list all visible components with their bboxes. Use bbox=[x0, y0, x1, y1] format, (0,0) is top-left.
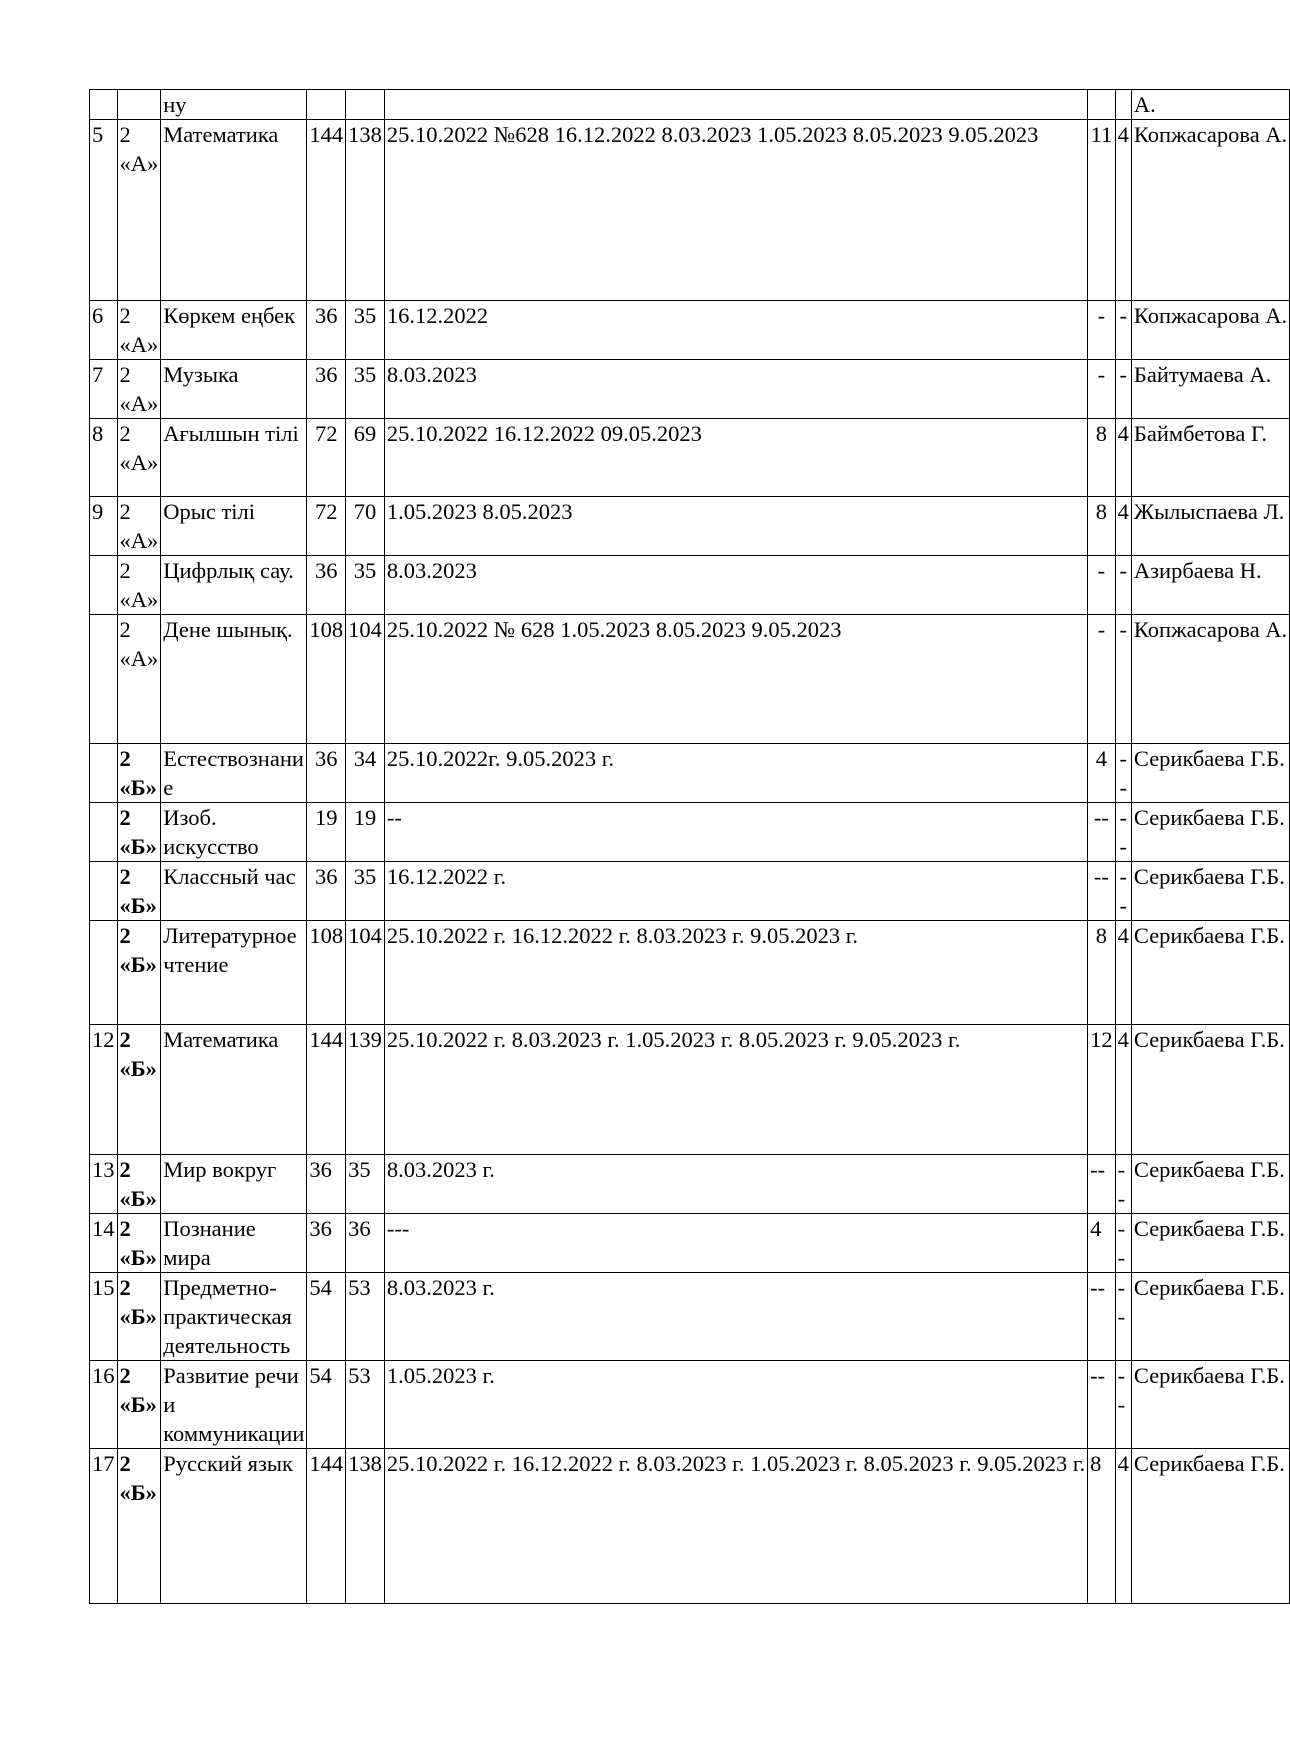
subject-cell: Музыка bbox=[161, 360, 307, 419]
actual-hours-cell: 53 bbox=[346, 1273, 385, 1361]
subject-cell: Литературное чтение bbox=[161, 921, 307, 1025]
table-row bbox=[90, 90, 1290, 120]
count-a-cell: -- bbox=[1088, 862, 1116, 921]
table-row bbox=[90, 1273, 1290, 1361]
row-number-cell bbox=[90, 921, 118, 1025]
row-number-cell bbox=[90, 744, 118, 803]
teacher-cell: Серикбаева Г.Б. bbox=[1131, 744, 1289, 803]
actual-hours-cell: 35 bbox=[346, 556, 385, 615]
count-a-cell: -- bbox=[1088, 803, 1116, 862]
table-row bbox=[90, 803, 1290, 862]
class-cell bbox=[117, 90, 161, 120]
class-cell: 2 «Б» bbox=[117, 803, 161, 862]
count-a-cell: 11 bbox=[1088, 120, 1116, 301]
class-cell: 2 «Б» bbox=[117, 1025, 161, 1155]
class-cell: 2 «Б» bbox=[117, 1214, 161, 1273]
dates-cell: 16.12.2022 г. bbox=[384, 862, 1087, 921]
actual-hours-cell: 35 bbox=[346, 301, 385, 360]
dates-cell: 25.10.2022 г. 16.12.2022 г. 8.03.2023 г. 9.05.2023 г. bbox=[384, 921, 1087, 1025]
planned-hours-cell: 36 bbox=[307, 556, 346, 615]
table-row bbox=[90, 744, 1290, 803]
planned-hours-cell: 144 bbox=[307, 1025, 346, 1155]
dates-cell: -- bbox=[384, 803, 1087, 862]
subject-cell: Дене шынық. bbox=[161, 615, 307, 744]
actual-hours-cell: 104 bbox=[346, 615, 385, 744]
table-row bbox=[90, 419, 1290, 497]
planned-hours-cell: 36 bbox=[307, 301, 346, 360]
class-cell: 2 «Б» bbox=[117, 1273, 161, 1361]
teacher-cell: Баймбетова Г. bbox=[1131, 419, 1289, 497]
dates-cell: 16.12.2022 bbox=[384, 301, 1087, 360]
count-a-cell: -- bbox=[1088, 1273, 1116, 1361]
count-b-cell: 4 bbox=[1115, 921, 1131, 1025]
subject-cell: Көркем еңбек bbox=[161, 301, 307, 360]
count-b-cell bbox=[1115, 90, 1131, 120]
count-a-cell: 4 bbox=[1088, 1214, 1116, 1273]
class-cell: 2 «Б» bbox=[117, 1155, 161, 1214]
dates-cell: 1.05.2023 8.05.2023 bbox=[384, 497, 1087, 556]
class-cell: 2 «А» bbox=[117, 497, 161, 556]
count-b-cell: 4 bbox=[1115, 497, 1131, 556]
subject-cell: Математика bbox=[161, 1025, 307, 1155]
dates-cell: 8.03.2023 г. bbox=[384, 1155, 1087, 1214]
actual-hours-cell: 139 bbox=[346, 1025, 385, 1155]
row-number-cell bbox=[90, 90, 118, 120]
dates-cell: 25.10.2022 г. 8.03.2023 г. 1.05.2023 г. 8.05.2023 г. 9.05.2023 г. bbox=[384, 1025, 1087, 1155]
row-number-cell bbox=[90, 615, 118, 744]
count-a-cell bbox=[1088, 90, 1116, 120]
teacher-cell: Серикбаева Г.Б. bbox=[1131, 1449, 1289, 1604]
table-row bbox=[90, 1361, 1290, 1449]
count-b-cell: -- bbox=[1115, 803, 1131, 862]
table-row bbox=[90, 862, 1290, 921]
planned-hours-cell: 72 bbox=[307, 497, 346, 556]
planned-hours-cell: 54 bbox=[307, 1361, 346, 1449]
count-a-cell: -- bbox=[1088, 1155, 1116, 1214]
planned-hours-cell: 36 bbox=[307, 744, 346, 803]
table-row bbox=[90, 1449, 1290, 1604]
row-number-cell: 9 bbox=[90, 497, 118, 556]
teacher-cell: Серикбаева Г.Б. bbox=[1131, 921, 1289, 1025]
teacher-cell: Серикбаева Г.Б. bbox=[1131, 803, 1289, 862]
count-a-cell: - bbox=[1088, 360, 1116, 419]
teacher-cell: Байтумаева А. bbox=[1131, 360, 1289, 419]
table-row bbox=[90, 1214, 1290, 1273]
class-cell: 2 «А» bbox=[117, 556, 161, 615]
row-number-cell bbox=[90, 803, 118, 862]
dates-cell: 25.10.2022 № 628 1.05.2023 8.05.2023 9.05.2023 bbox=[384, 615, 1087, 744]
planned-hours-cell: 108 bbox=[307, 615, 346, 744]
planned-hours-cell bbox=[307, 90, 346, 120]
teacher-cell: Серикбаева Г.Б. bbox=[1131, 1155, 1289, 1214]
actual-hours-cell bbox=[346, 90, 385, 120]
planned-hours-cell: 19 bbox=[307, 803, 346, 862]
class-cell: 2 «Б» bbox=[117, 744, 161, 803]
subject-cell: Ағылшын тілі bbox=[161, 419, 307, 497]
row-number-cell: 12 bbox=[90, 1025, 118, 1155]
teacher-cell: Серикбаева Г.Б. bbox=[1131, 1214, 1289, 1273]
dates-cell: --- bbox=[384, 1214, 1087, 1273]
dates-cell: 25.10.2022 16.12.2022 09.05.2023 bbox=[384, 419, 1087, 497]
row-number-cell: 8 bbox=[90, 419, 118, 497]
class-cell: 2 «А» bbox=[117, 360, 161, 419]
class-cell: 2 «Б» bbox=[117, 921, 161, 1025]
count-a-cell: 12 bbox=[1088, 1025, 1116, 1155]
row-number-cell: 17 bbox=[90, 1449, 118, 1604]
actual-hours-cell: 104 bbox=[346, 921, 385, 1025]
subject-cell: Классный час bbox=[161, 862, 307, 921]
planned-hours-cell: 72 bbox=[307, 419, 346, 497]
count-a-cell: -- bbox=[1088, 1361, 1116, 1449]
count-b-cell: -- bbox=[1115, 1155, 1131, 1214]
count-a-cell: - bbox=[1088, 556, 1116, 615]
teacher-cell: Копжасарова А. bbox=[1131, 301, 1289, 360]
class-cell: 2 «А» bbox=[117, 301, 161, 360]
teacher-cell: Копжасарова А. bbox=[1131, 120, 1289, 301]
subject-cell: Цифрлық сау. bbox=[161, 556, 307, 615]
count-b-cell: 4 bbox=[1115, 120, 1131, 301]
class-cell: 2 «А» bbox=[117, 419, 161, 497]
table-row bbox=[90, 301, 1290, 360]
count-a-cell: 8 bbox=[1088, 921, 1116, 1025]
actual-hours-cell: 138 bbox=[346, 1449, 385, 1604]
dates-cell: 8.03.2023 bbox=[384, 556, 1087, 615]
subject-cell: Орыс тілі bbox=[161, 497, 307, 556]
count-b-cell: - bbox=[1115, 615, 1131, 744]
table-row bbox=[90, 921, 1290, 1025]
table-row bbox=[90, 615, 1290, 744]
subject-cell: Мир вокруг bbox=[161, 1155, 307, 1214]
class-cell: 2 «Б» bbox=[117, 1449, 161, 1604]
table-body bbox=[90, 90, 1290, 1604]
teacher-cell: Серикбаева Г.Б. bbox=[1131, 1025, 1289, 1155]
count-a-cell: 8 bbox=[1088, 419, 1116, 497]
row-number-cell bbox=[90, 862, 118, 921]
planned-hours-cell: 54 bbox=[307, 1273, 346, 1361]
table-row bbox=[90, 360, 1290, 419]
teacher-cell: Жылыспаева Л. bbox=[1131, 497, 1289, 556]
row-number-cell: 7 bbox=[90, 360, 118, 419]
class-cell: 2 «А» bbox=[117, 615, 161, 744]
teacher-cell: Серикбаева Г.Б. bbox=[1131, 1361, 1289, 1449]
row-number-cell: 6 bbox=[90, 301, 118, 360]
subject-cell: Естествознани е bbox=[161, 744, 307, 803]
subject-cell: Предметно- практическая деятельность bbox=[161, 1273, 307, 1361]
table-row bbox=[90, 1155, 1290, 1214]
table-row bbox=[90, 497, 1290, 556]
dates-cell bbox=[384, 90, 1087, 120]
count-b-cell: 4 bbox=[1115, 1025, 1131, 1155]
class-cell: 2 «Б» bbox=[117, 1361, 161, 1449]
dates-cell: 1.05.2023 г. bbox=[384, 1361, 1087, 1449]
table-row bbox=[90, 120, 1290, 301]
subject-cell: Познание мира bbox=[161, 1214, 307, 1273]
count-b-cell: 4 bbox=[1115, 419, 1131, 497]
table-row bbox=[90, 556, 1290, 615]
row-number-cell: 14 bbox=[90, 1214, 118, 1273]
actual-hours-cell: 70 bbox=[346, 497, 385, 556]
dates-cell: 8.03.2023 г. bbox=[384, 1273, 1087, 1361]
teacher-cell: Серикбаева Г.Б. bbox=[1131, 862, 1289, 921]
planned-hours-cell: 36 bbox=[307, 1214, 346, 1273]
class-cell: 2 «А» bbox=[117, 120, 161, 301]
count-b-cell: -- bbox=[1115, 744, 1131, 803]
count-b-cell: -- bbox=[1115, 1361, 1131, 1449]
actual-hours-cell: 19 bbox=[346, 803, 385, 862]
subject-cell: Математика bbox=[161, 120, 307, 301]
count-a-cell: 8 bbox=[1088, 497, 1116, 556]
row-number-cell bbox=[90, 556, 118, 615]
dates-cell: 8.03.2023 bbox=[384, 360, 1087, 419]
actual-hours-cell: 53 bbox=[346, 1361, 385, 1449]
row-number-cell: 13 bbox=[90, 1155, 118, 1214]
actual-hours-cell: 36 bbox=[346, 1214, 385, 1273]
count-b-cell: -- bbox=[1115, 862, 1131, 921]
count-b-cell: - bbox=[1115, 360, 1131, 419]
table-row bbox=[90, 1025, 1290, 1155]
count-a-cell: 4 bbox=[1088, 744, 1116, 803]
row-number-cell: 5 bbox=[90, 120, 118, 301]
count-b-cell: - bbox=[1115, 301, 1131, 360]
planned-hours-cell: 36 bbox=[307, 360, 346, 419]
planned-hours-cell: 36 bbox=[307, 1155, 346, 1214]
count-a-cell: 8 bbox=[1088, 1449, 1116, 1604]
count-a-cell: - bbox=[1088, 301, 1116, 360]
subject-cell: Русский язык bbox=[161, 1449, 307, 1604]
actual-hours-cell: 34 bbox=[346, 744, 385, 803]
count-b-cell: -- bbox=[1115, 1273, 1131, 1361]
actual-hours-cell: 69 bbox=[346, 419, 385, 497]
dates-cell: 25.10.2022г. 9.05.2023 г. bbox=[384, 744, 1087, 803]
count-b-cell: -- bbox=[1115, 1214, 1131, 1273]
subject-cell: Изоб. искусство bbox=[161, 803, 307, 862]
planned-hours-cell: 144 bbox=[307, 120, 346, 301]
curriculum-table bbox=[89, 89, 1290, 1604]
actual-hours-cell: 35 bbox=[346, 1155, 385, 1214]
planned-hours-cell: 36 bbox=[307, 862, 346, 921]
count-b-cell: 4 bbox=[1115, 1449, 1131, 1604]
dates-cell: 25.10.2022 №628 16.12.2022 8.03.2023 1.05.2023 8.05.2023 9.05.2023 bbox=[384, 120, 1087, 301]
actual-hours-cell: 35 bbox=[346, 360, 385, 419]
class-cell: 2 «Б» bbox=[117, 862, 161, 921]
teacher-cell: А. bbox=[1131, 90, 1289, 120]
subject-cell: Развитие речи и коммуникации bbox=[161, 1361, 307, 1449]
count-b-cell: - bbox=[1115, 556, 1131, 615]
row-number-cell: 16 bbox=[90, 1361, 118, 1449]
row-number-cell: 15 bbox=[90, 1273, 118, 1361]
actual-hours-cell: 138 bbox=[346, 120, 385, 301]
actual-hours-cell: 35 bbox=[346, 862, 385, 921]
planned-hours-cell: 144 bbox=[307, 1449, 346, 1604]
dates-cell: 25.10.2022 г. 16.12.2022 г. 8.03.2023 г. 1.05.2023 г. 8.05.2023 г. 9.05.2023 г. bbox=[384, 1449, 1087, 1604]
planned-hours-cell: 108 bbox=[307, 921, 346, 1025]
teacher-cell: Азирбаева Н. bbox=[1131, 556, 1289, 615]
count-a-cell: - bbox=[1088, 615, 1116, 744]
teacher-cell: Серикбаева Г.Б. bbox=[1131, 1273, 1289, 1361]
teacher-cell: Копжасарова А. bbox=[1131, 615, 1289, 744]
subject-cell: ну bbox=[161, 90, 307, 120]
